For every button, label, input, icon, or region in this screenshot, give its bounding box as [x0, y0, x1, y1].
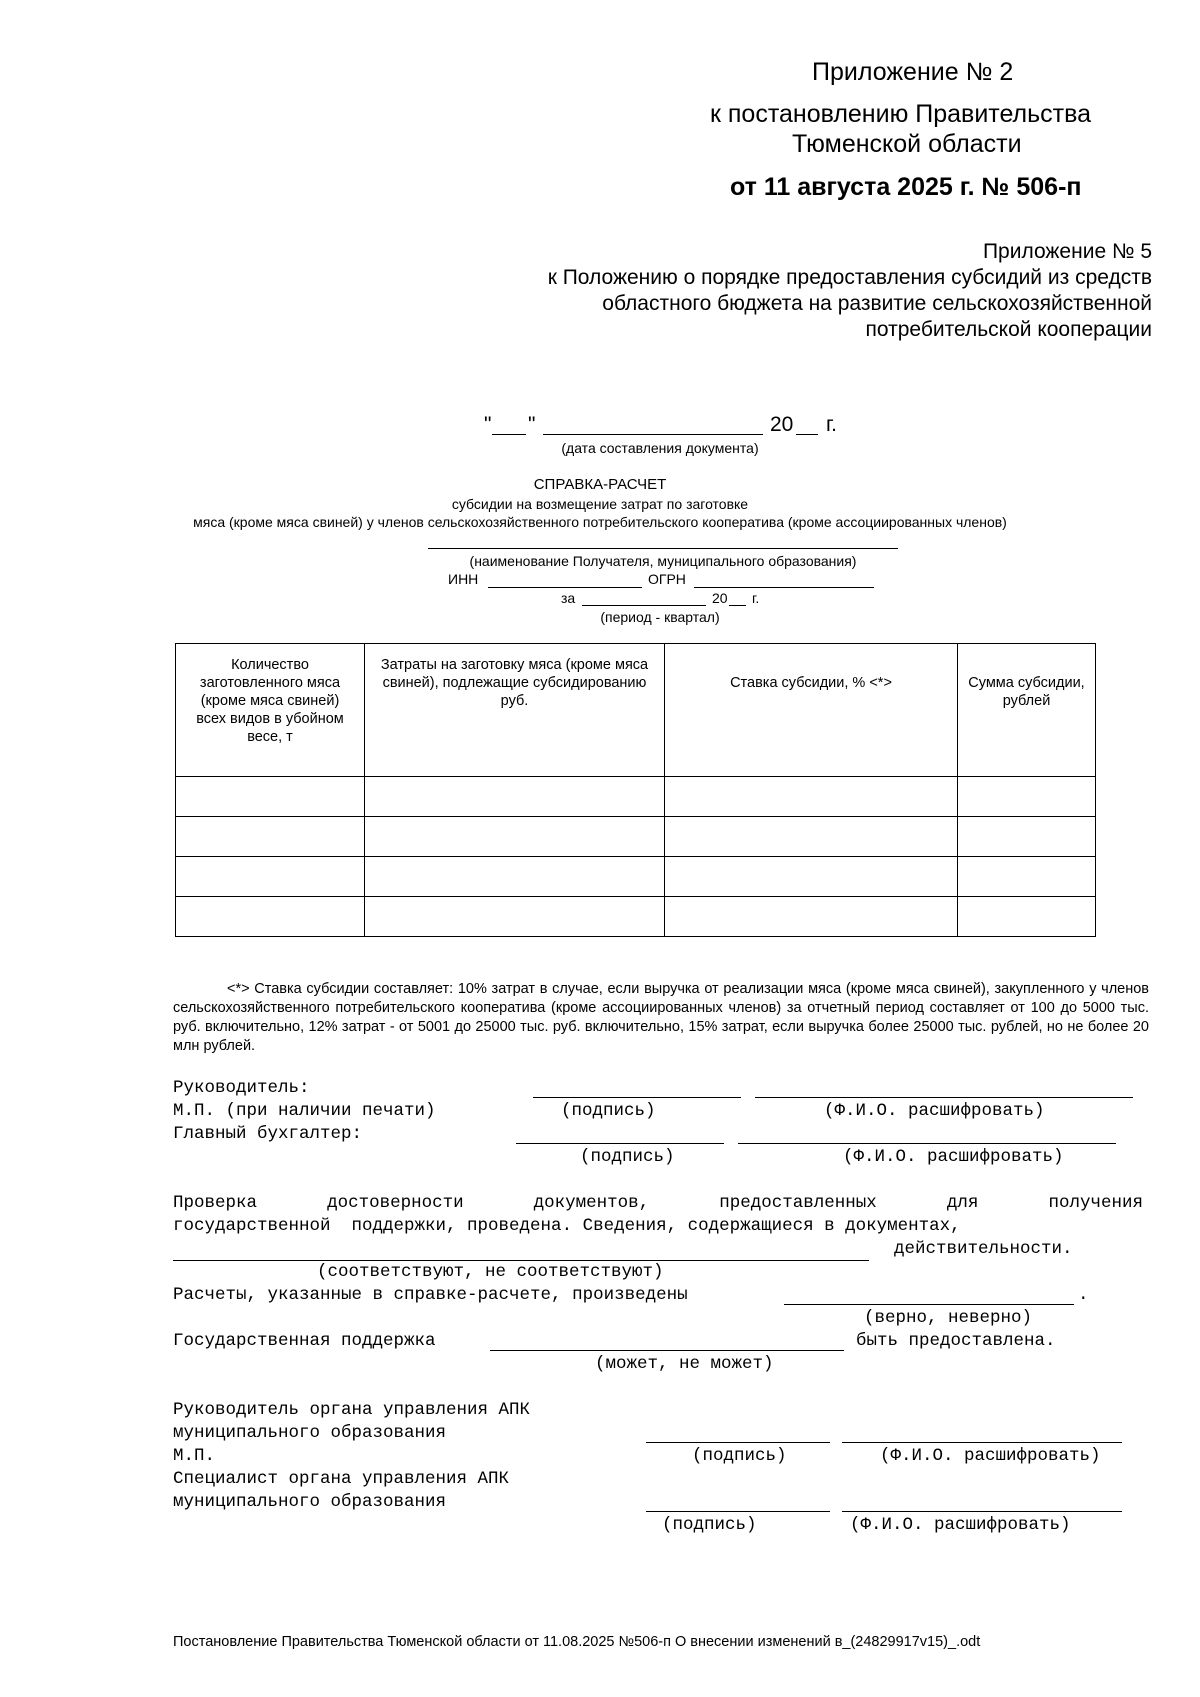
- table-cell[interactable]: [365, 857, 665, 897]
- calc-end: .: [1078, 1285, 1089, 1305]
- resolution-date: от 11 августа 2025 г. № 506-п: [730, 173, 1082, 201]
- footnote: <*> Ставка субсидии составляет: 10% затрат в случае, если выручка от реализации мяса (кроме мяса свиней), закупленного у членов сельскохозяйственного потребительского кооператива (кроме ассоциированных членов) за отчетный период составляет от 100 до 5000 тыс. руб. включительно, 12% затрат - от 5001 до 25000 тыс. руб. включительно, 15% затрат, если выручка более 25000 тыс. рублей, но не более 20 млн рублей.: [173, 981, 1149, 1054]
- date-quote-open: ": [484, 413, 492, 436]
- support-blank[interactable]: [490, 1350, 844, 1351]
- match-caption: (соответствуют, не соответствуют): [317, 1262, 664, 1282]
- table-cell[interactable]: [665, 777, 958, 817]
- table-row: [176, 897, 1096, 937]
- title-line-1: субсидии на возмещение затрат по заготовке: [451, 496, 749, 512]
- period-caption: (период - квартал): [600, 609, 720, 625]
- may-caption: (может, не может): [595, 1354, 774, 1374]
- apk-spec-signature-blank[interactable]: [646, 1511, 830, 1512]
- head-signature-caption: (подпись): [561, 1101, 656, 1121]
- sub-appendix: Приложение № 5: [982, 240, 1152, 263]
- apk-spec-line-1: Специалист органа управления АПК: [173, 1469, 510, 1489]
- doc-title: СПРАВКА-РАСЧЕТ: [533, 476, 667, 493]
- calc-blank[interactable]: [784, 1304, 1074, 1305]
- table-cell[interactable]: [176, 897, 365, 937]
- header-costs: Затраты на заготовку мяса (кроме мяса свиней), подлежащие субсидированию руб.: [365, 644, 665, 777]
- head-label: Руководитель:: [173, 1078, 310, 1098]
- calc-text: Расчеты, указанные в справке-расчете, произведены: [173, 1285, 688, 1305]
- inn-label: ИНН: [448, 571, 479, 587]
- header-sum: Сумма субсидии, рублей: [958, 644, 1096, 777]
- correct-caption: (верно, неверно): [864, 1308, 1033, 1328]
- year-prefix: 20: [770, 413, 794, 436]
- apk-head-line-2: муниципального образования: [173, 1423, 447, 1443]
- table-cell[interactable]: [958, 857, 1096, 897]
- apk-head-fio-caption: (Ф.И.О. расшифровать): [880, 1446, 1101, 1466]
- table-cell[interactable]: [665, 857, 958, 897]
- date-quote-close: ": [528, 413, 536, 436]
- table-row: [176, 857, 1096, 897]
- subsidy-table: [175, 643, 1096, 937]
- table-cell[interactable]: [665, 897, 958, 937]
- recipient-caption: (наименование Получателя, муниципального образования): [469, 553, 857, 569]
- apk-spec-line-2: муниципального образования: [173, 1492, 447, 1512]
- verification-line-2: государственной поддержки, проведена. Сведения, содержащиеся в документах,: [173, 1216, 961, 1236]
- head-signature-blank[interactable]: [533, 1097, 741, 1098]
- support-suffix: быть предоставлена.: [856, 1331, 1056, 1351]
- table-cell[interactable]: [665, 817, 958, 857]
- accountant-fio-blank[interactable]: [738, 1143, 1116, 1144]
- appendix-title: Приложение № 2: [812, 58, 1014, 86]
- period-year-suffix: г.: [752, 590, 760, 606]
- table-cell[interactable]: [365, 897, 665, 937]
- footer-doc-name: Постановление Правительства Тюменской области от 11.08.2025 №506-п О внесении изменений в_(24829917v15)_.odt: [173, 1634, 981, 1650]
- ogrn-label: ОГРН: [648, 571, 686, 587]
- period-prefix: за: [561, 590, 576, 606]
- apk-head-signature-blank[interactable]: [646, 1442, 830, 1443]
- sub-line-2: областного бюджета на развитие сельскохозяйственной: [602, 292, 1152, 315]
- inn-blank[interactable]: [488, 587, 642, 588]
- table-cell[interactable]: [365, 777, 665, 817]
- header-rate: Ставка субсидии, % <*>: [665, 644, 958, 777]
- table-row: [176, 777, 1096, 817]
- day-blank[interactable]: [492, 434, 526, 435]
- table-cell[interactable]: [958, 777, 1096, 817]
- table-cell[interactable]: [176, 817, 365, 857]
- month-blank[interactable]: [543, 434, 763, 435]
- resolution-line-1: к постановлению Правительства: [710, 100, 1092, 128]
- head-fio-blank[interactable]: [755, 1097, 1133, 1098]
- match-blank[interactable]: [173, 1260, 869, 1261]
- apk-spec-signature-caption: (подпись): [662, 1515, 757, 1535]
- chief-accountant-label: Главный бухгалтер:: [173, 1124, 363, 1144]
- period-year-blank[interactable]: [729, 605, 746, 606]
- apk-head-line-1: Руководитель органа управления АПК: [173, 1400, 531, 1420]
- stamp-label: М.П. (при наличии печати): [173, 1101, 436, 1121]
- apk-spec-fio-blank[interactable]: [842, 1511, 1122, 1512]
- accountant-fio-caption: (Ф.И.О. расшифровать): [843, 1147, 1064, 1167]
- apk-stamp: М.П.: [173, 1446, 216, 1466]
- table-cell[interactable]: [958, 817, 1096, 857]
- table-cell[interactable]: [958, 897, 1096, 937]
- header-quantity: Количество заготовленного мяса (кроме мяса свиней) всех видов в убойном весе, т: [176, 644, 365, 777]
- table-cell[interactable]: [176, 777, 365, 817]
- support-text: Государственная поддержка: [173, 1331, 436, 1351]
- apk-head-fio-blank[interactable]: [842, 1442, 1122, 1443]
- sub-line-1: к Положению о порядке предоставления субсидий из средств: [547, 266, 1152, 289]
- table-row: [176, 817, 1096, 857]
- sub-line-3: потребительской кооперации: [865, 318, 1152, 341]
- apk-head-signature-caption: (подпись): [692, 1446, 787, 1466]
- table-cell[interactable]: [365, 817, 665, 857]
- verification-line-3: действительности.: [894, 1239, 1073, 1259]
- year-blank[interactable]: [796, 434, 818, 435]
- accountant-signature-blank[interactable]: [516, 1143, 724, 1144]
- period-year: 20: [712, 590, 728, 606]
- year-suffix: г.: [826, 413, 837, 436]
- verification-line-1: Проверка достоверности документов, предоставленных для получения: [173, 1193, 1143, 1213]
- date-caption: (дата составления документа): [561, 440, 759, 456]
- head-fio-caption: (Ф.И.О. расшифровать): [824, 1101, 1045, 1121]
- period-blank[interactable]: [582, 605, 706, 606]
- table-cell[interactable]: [176, 857, 365, 897]
- title-line-2: мяса (кроме мяса свиней) у членов сельскохозяйственного потребительского кооператива (кроме ассоциированных членов): [193, 514, 1007, 530]
- apk-spec-fio-caption: (Ф.И.О. расшифровать): [850, 1515, 1071, 1535]
- ogrn-blank[interactable]: [694, 587, 874, 588]
- accountant-signature-caption: (подпись): [580, 1147, 675, 1167]
- recipient-blank[interactable]: [428, 548, 898, 549]
- resolution-line-2: Тюменской области: [792, 130, 1022, 158]
